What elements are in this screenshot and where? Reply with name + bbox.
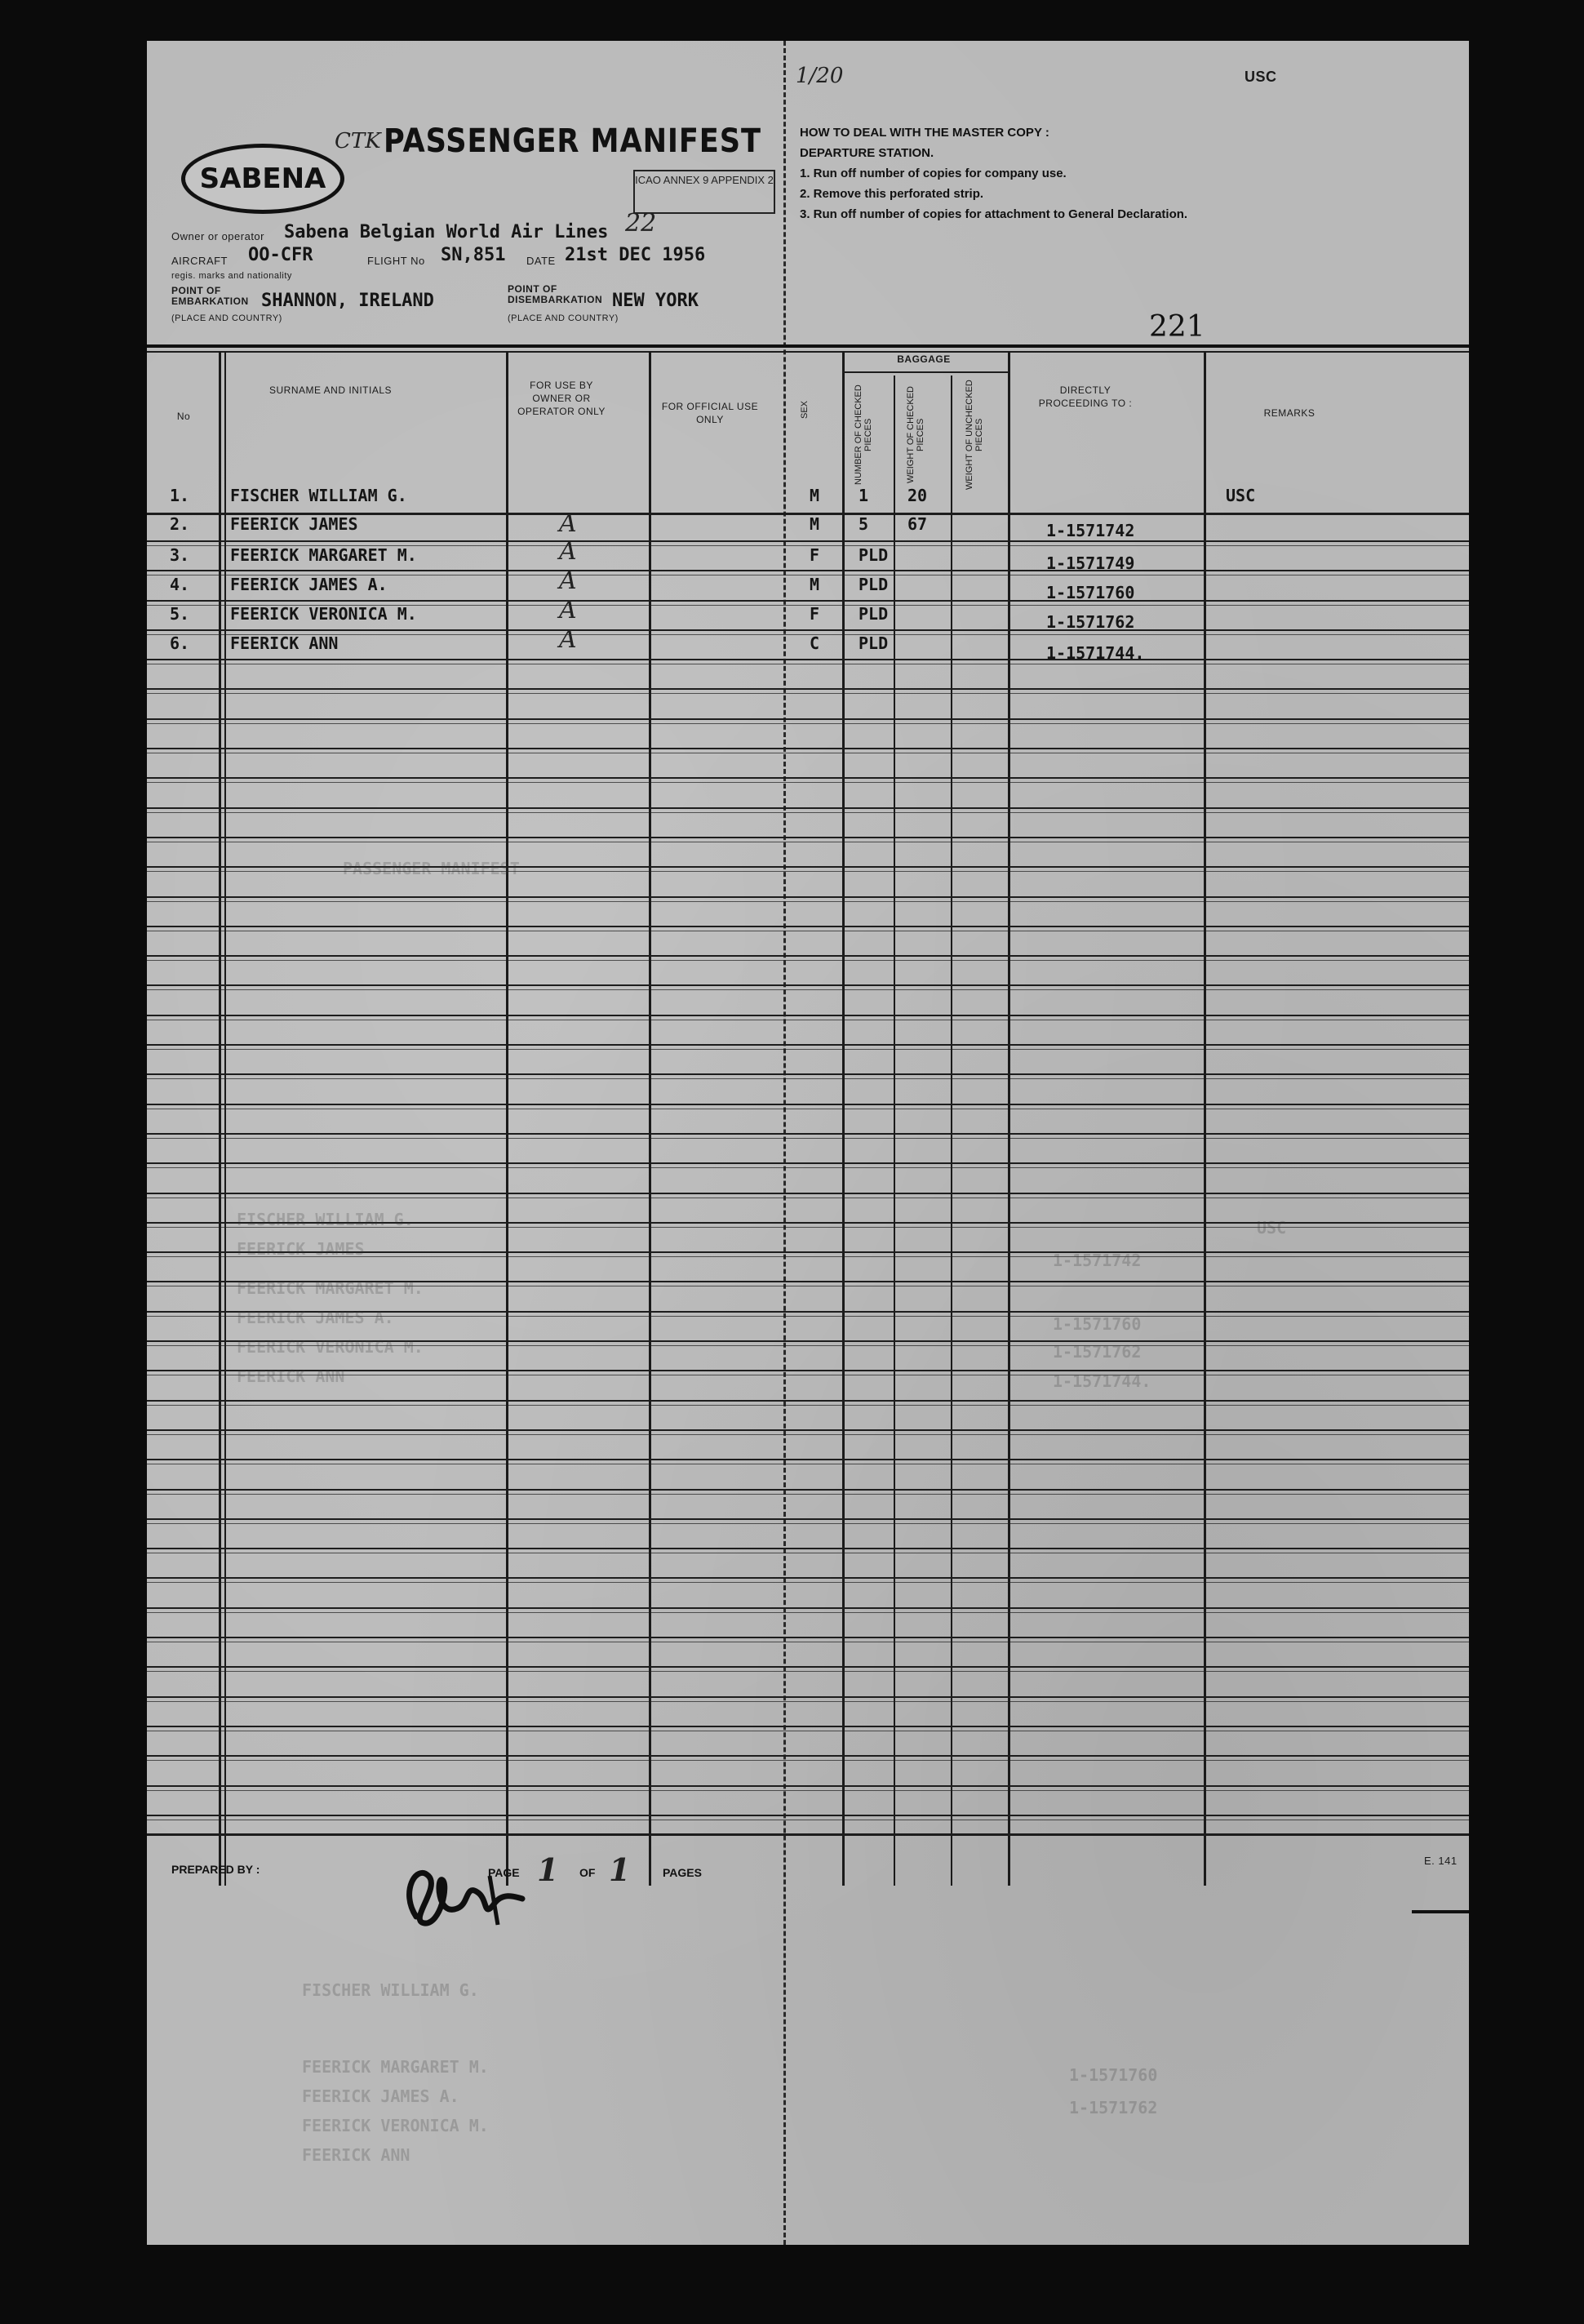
- passenger-name: FISCHER WILLIAM G.: [230, 486, 407, 505]
- page-title: PASSENGER MANIFEST: [384, 122, 761, 160]
- row-rule: [147, 1400, 1469, 1402]
- col-sex: SEX: [800, 401, 810, 420]
- row-rule: [147, 600, 1469, 602]
- row-rule: [147, 1167, 1469, 1168]
- date-value: 21st DEC 1956: [565, 245, 706, 265]
- checked-pieces: 1: [859, 486, 869, 505]
- col-baggage: BAGGAGE: [897, 353, 951, 365]
- row-rule: [147, 1612, 1469, 1613]
- ghost-impression: FISCHER WILLIAM G.: [237, 1210, 414, 1229]
- ghost-impression: 1-1571762: [1053, 1342, 1142, 1362]
- row-number: 4.: [170, 575, 190, 594]
- pages-label: PAGES: [663, 1866, 702, 1879]
- row-rule: [147, 960, 1469, 961]
- checked-pieces: PLD: [859, 575, 889, 594]
- row-rule: [147, 807, 1469, 809]
- form-code: E. 141: [1424, 1855, 1458, 1867]
- col-weight-checked: WEIGHT OF CHECKED PIECES: [906, 386, 925, 484]
- col-divider: [506, 351, 508, 1886]
- instructions-subtitle: DEPARTURE STATION.: [800, 146, 934, 160]
- row-rule: [147, 1370, 1469, 1371]
- row-rule: [147, 718, 1469, 720]
- ghost-impression: FEERICK MARGARET M.: [237, 1278, 424, 1298]
- owner-mark: A: [559, 537, 577, 566]
- passenger-sex: C: [810, 633, 820, 653]
- owner-value: Sabena Belgian World Air Lines: [284, 222, 609, 242]
- row-rule: [147, 896, 1469, 898]
- checked-pieces: PLD: [859, 545, 889, 565]
- row-number: 5.: [170, 604, 190, 624]
- col-divider: [649, 351, 651, 1886]
- col-surname: SURNAME AND INITIALS: [268, 384, 393, 396]
- ghost-impression: PASSENGER MANIFEST: [343, 859, 520, 878]
- ghost-impression: FEERICK JAMES A.: [302, 2086, 459, 2106]
- embark-sub: (PLACE AND COUNTRY): [171, 313, 282, 323]
- row-rule: [147, 837, 1469, 838]
- flight-value: SN,851: [441, 245, 506, 265]
- row-rule: [147, 1666, 1469, 1668]
- owner-mark: A: [559, 509, 577, 538]
- checked-weight: 67: [907, 514, 928, 534]
- perforation-line: [783, 41, 786, 2245]
- passenger-sex: M: [810, 575, 820, 594]
- row-rule: [147, 629, 1469, 631]
- edge-mark: [1412, 1910, 1469, 1913]
- owner-label: Owner or operator: [171, 230, 264, 242]
- disembark-value: NEW YORK: [612, 291, 699, 311]
- row-rule: [147, 901, 1469, 902]
- disembark-label: POINT OF DISEMBARKATION: [508, 283, 603, 305]
- page-label: PAGE: [488, 1866, 520, 1879]
- row-rule: [147, 1489, 1469, 1491]
- row-rule: [147, 1044, 1469, 1046]
- row-rule: [147, 782, 1469, 783]
- row-rule: [147, 1760, 1469, 1761]
- owner-mark: A: [559, 625, 577, 654]
- annex-box: ICAO ANNEX 9 APPENDIX 2: [633, 170, 775, 214]
- checked-pieces: PLD: [859, 633, 889, 653]
- owner-mark: A: [559, 596, 577, 624]
- ghost-impression: 1-1571760: [1053, 1314, 1142, 1334]
- instructions-title: HOW TO DEAL WITH THE MASTER COPY :: [800, 126, 1049, 140]
- ghost-impression: 1-1571742: [1053, 1251, 1142, 1270]
- table-top-rule: [147, 344, 1469, 348]
- row-rule: [147, 1726, 1469, 1727]
- row-rule: [147, 989, 1469, 990]
- row-rule: [147, 723, 1469, 724]
- proceeding-to: 1-1571762: [1046, 612, 1135, 632]
- row-number: 6.: [170, 633, 190, 653]
- flight-label: FLIGHT No: [367, 255, 425, 267]
- col-weight-unchecked: WEIGHT OF UNCHECKED PIECES: [965, 380, 984, 491]
- row-rule: [147, 1548, 1469, 1549]
- baggage-rule: [842, 371, 1008, 373]
- row-number: 2.: [170, 514, 190, 534]
- proceeding-to: 1-1571742: [1046, 521, 1135, 540]
- prepared-by-label: PREPARED BY :: [171, 1863, 260, 1876]
- ghost-impression: FEERICK JAMES A.: [237, 1308, 394, 1327]
- row-rule: [147, 1429, 1469, 1431]
- row-rule: [147, 1193, 1469, 1194]
- col-owner-use: FOR USE BY OWNER OR OPERATOR ONLY: [517, 380, 606, 417]
- row-rule: [147, 1162, 1469, 1164]
- row-rule: [147, 1637, 1469, 1638]
- row-rule: [147, 1104, 1469, 1105]
- aircraft-value: OO-CFR: [248, 245, 313, 265]
- embark-value: SHANNON, IRELAND: [261, 291, 434, 311]
- instruction-step: 1. Run off number of copies for company use.: [800, 167, 1067, 180]
- ghost-impression: 1-1571760: [1069, 2065, 1158, 2085]
- row-rule: [147, 1459, 1469, 1460]
- col-no: No: [176, 411, 191, 422]
- row-rule: [147, 955, 1469, 957]
- row-rule: [147, 777, 1469, 779]
- row-number: 1.: [170, 486, 190, 505]
- row-rule: [147, 1518, 1469, 1520]
- row-rule: [147, 1049, 1469, 1050]
- row-rule: [147, 1078, 1469, 1079]
- owner-handwritten: 22: [625, 209, 657, 238]
- proceeding-to: 1-1571749: [1046, 553, 1135, 573]
- row-rule: [147, 1133, 1469, 1135]
- col-divider: [224, 351, 226, 1886]
- row-rule: [147, 1523, 1469, 1524]
- passenger-name: FEERICK JAMES A.: [230, 575, 388, 594]
- ghost-impression: FEERICK ANN: [302, 2145, 410, 2165]
- col-number-checked: NUMBER OF CHECKED PIECES: [854, 384, 873, 486]
- instructions: [800, 122, 1387, 224]
- row-rule: [147, 570, 1469, 571]
- row-rule: [147, 1015, 1469, 1016]
- row-rule: [147, 1607, 1469, 1609]
- row-rule: [147, 926, 1469, 927]
- passenger-name: FEERICK JAMES: [230, 514, 358, 534]
- top-handwritten: 1/20: [796, 64, 844, 88]
- row-number: 3.: [170, 545, 190, 565]
- table-bottom-rule: [147, 1833, 1469, 1836]
- row-rule: [147, 812, 1469, 813]
- date-label: DATE: [526, 255, 556, 267]
- row-rule: [147, 634, 1469, 635]
- row-rule: [147, 1671, 1469, 1672]
- owner-mark: A: [559, 567, 577, 595]
- row-rule: [147, 540, 1469, 542]
- col-divider: [842, 351, 845, 1886]
- row-rule: [147, 1434, 1469, 1435]
- instruction-step: 2. Remove this perforated strip.: [800, 187, 984, 201]
- row-rule: [147, 984, 1469, 986]
- checked-pieces: PLD: [859, 604, 889, 624]
- row-rule: [147, 1138, 1469, 1139]
- col-divider: [1204, 351, 1206, 1886]
- ghost-impression: FEERICK MARGARET M.: [302, 2057, 489, 2077]
- col-official-use: FOR OFFICIAL USE ONLY: [661, 401, 759, 425]
- row-rule: [147, 659, 1469, 660]
- row-rule: [147, 1755, 1469, 1757]
- row-rule: [147, 1790, 1469, 1791]
- row-rule: [147, 688, 1469, 690]
- proceeding-to: 1-1571744.: [1046, 643, 1145, 663]
- manifest-document: [147, 41, 1469, 2245]
- ghost-impression: 1-1571762: [1069, 2098, 1158, 2117]
- disembark-sub: (PLACE AND COUNTRY): [508, 313, 619, 323]
- passenger-remarks: USC: [1226, 486, 1256, 505]
- passenger-name: FEERICK VERONICA M.: [230, 604, 417, 624]
- of-value: 1: [609, 1851, 631, 1888]
- top-right-mark: USC: [1245, 69, 1277, 85]
- col-divider: [1008, 351, 1010, 1886]
- row-rule: [147, 1405, 1469, 1406]
- row-rule: [147, 693, 1469, 694]
- checked-pieces: 5: [859, 514, 869, 534]
- passenger-sex: M: [810, 486, 820, 505]
- ghost-impression: USC: [1257, 1218, 1287, 1238]
- ghost-impression: FEERICK VERONICA M.: [237, 1337, 424, 1357]
- row-rule: [147, 1815, 1469, 1816]
- sabena-logo: SABENA: [181, 144, 344, 214]
- passenger-sex: M: [810, 514, 820, 534]
- ghost-impression: 1-1571744.: [1053, 1371, 1151, 1391]
- page-value: 1: [537, 1851, 559, 1888]
- ghost-impression: FEERICK VERONICA M.: [302, 2116, 489, 2135]
- row-rule: [147, 1696, 1469, 1698]
- row-rule: [147, 1701, 1469, 1702]
- checked-weight: 20: [907, 486, 928, 505]
- col-divider: [894, 375, 895, 1886]
- row-rule: [147, 1582, 1469, 1583]
- passenger-sex: F: [810, 545, 820, 565]
- passenger-sex: F: [810, 604, 820, 624]
- ghost-impression: FISCHER WILLIAM G.: [302, 1980, 479, 2000]
- of-label: OF: [579, 1866, 596, 1879]
- passenger-name: FEERICK MARGARET M.: [230, 545, 417, 565]
- col-remarks: REMARKS: [1263, 407, 1316, 419]
- row-rule: [147, 748, 1469, 749]
- embark-label: POINT OF EMBARKATION: [171, 285, 249, 307]
- ghost-impression: FEERICK ANN: [237, 1366, 345, 1386]
- col-proceeding: DIRECTLY PROCEEDING TO :: [1038, 384, 1133, 409]
- passenger-name: FEERICK ANN: [230, 633, 339, 653]
- page-number: 221: [1149, 310, 1205, 344]
- proceeding-to: 1-1571760: [1046, 583, 1135, 602]
- row-rule: [147, 1073, 1469, 1075]
- col-divider: [219, 351, 221, 1886]
- signature: [392, 1860, 555, 1933]
- logo-annotation: CTK: [335, 129, 381, 153]
- row-rule: [147, 1785, 1469, 1787]
- ghost-impression: FEERICK JAMES: [237, 1239, 365, 1259]
- row-rule: [147, 1494, 1469, 1495]
- aircraft-label: AIRCRAFT: [171, 255, 228, 267]
- table-top-rule-2: [147, 351, 1469, 353]
- col-divider: [951, 375, 952, 1886]
- instruction-step: 3. Run off number of copies for attachment to General Declaration.: [800, 207, 1188, 221]
- regis-label: regis. marks and nationality: [171, 271, 292, 281]
- row-rule: [147, 1577, 1469, 1579]
